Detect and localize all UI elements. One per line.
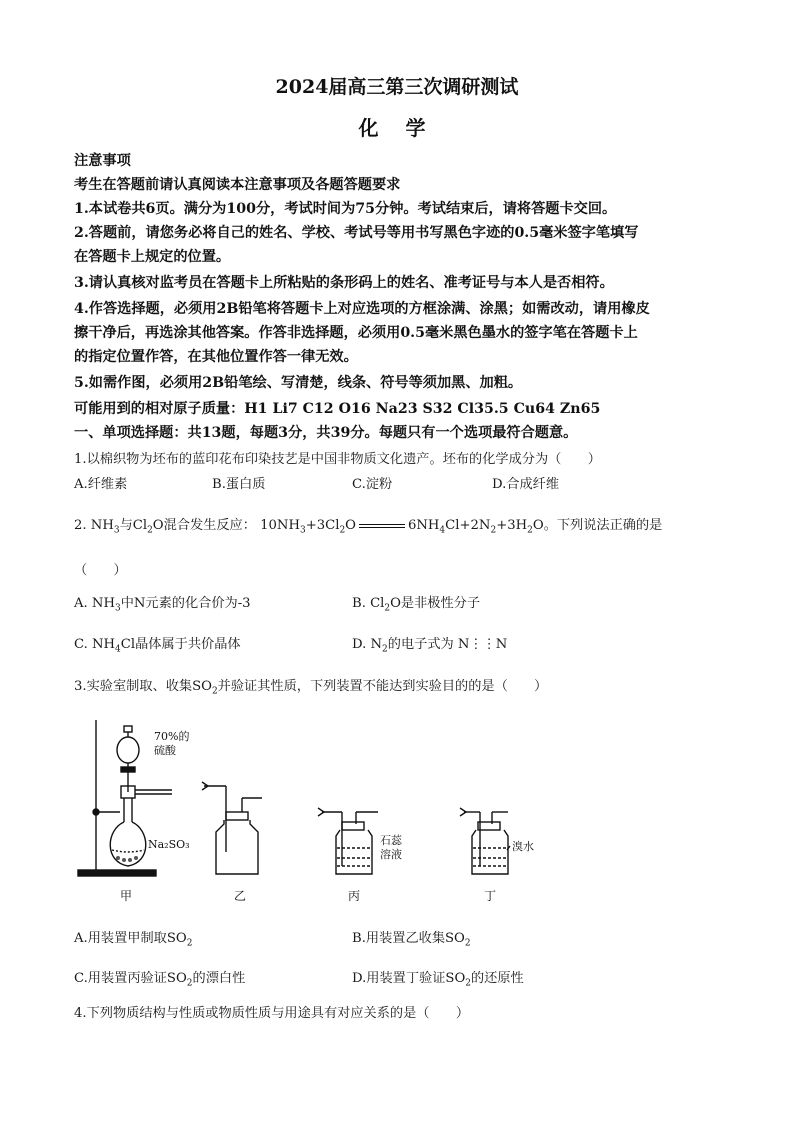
caption-jia: 甲 [120,889,133,903]
subject-title: 化 学 [358,116,436,140]
apparatus-yi [202,782,262,874]
litmus-label-line1: 石蕊 [380,834,402,847]
acid-label-line2: 硫酸 [154,744,176,757]
q2-option-c: C. $NH_4Cl$晶体属于共价晶体 [74,637,241,655]
q2-answer-paren: （ ） [74,563,127,578]
note-5: 5.如需作图，必须用2B铅笔绘、写清楚，线条、符号等须加黑、加粗。 [74,375,523,391]
q2-option-a: A. $NH_3$中N元素的化合价为-3 [74,596,251,614]
q3-option-b: B.用装置乙收集$SO_2$ [352,931,471,949]
q1-option-d: D.合成纤维 [492,477,560,492]
q2-option-d: D. $N_2$的电子式为 N⋮⋮N [352,637,508,655]
note-2a: 2.答题前，请您务必将自己的姓名、学校、考试号等用书写黑色字迹的0.5毫米签字笔填写 [74,225,639,241]
q1-option-c: C.淀粉 [352,477,393,492]
q3-option-d: D.用装置丁验证$SO_2$的还原性 [352,971,524,989]
q1-option-a: A.纤维素 [74,477,128,492]
section-1-heading: 一、单项选择题：共13题，每题3分，共39分。每题只有一个选项最符合题意。 [74,425,578,441]
q1-option-b: B.蛋白质 [212,477,266,492]
note-4a: 4.作答选择题，必须用2B铅笔将答题卡上对应选项的方框涂满、涂黑；如需改动，请用橡皮 [74,301,650,317]
q2-equation: $10NH_3+3Cl_2O$ $6NH_4Cl+2N_2+3H_2O$ [260,518,544,536]
note-4b: 擦干净后，再选涂其他答案。作答非选择题，必须用0.5毫米黑色墨水的签字笔在答题卡上 [74,325,638,341]
q3-option-c: C.用装置丙验证$SO_2$的漂白性 [74,971,246,989]
acid-label-line1: 70%的 [154,730,190,743]
q3-stem: 3.实验室制取、收集$SO_2$并验证其性质，下列装置不能达到实验目的的是（ ） [74,679,548,697]
q4-stem: 4.下列物质结构与性质或物质性质与用途具有对应关系的是（ ） [74,1006,470,1021]
equation-equals-sign [359,524,405,528]
bromine-label: 溴水 [512,840,534,853]
q2-option-b: B. $Cl_2O$是非极性分子 [352,596,481,614]
apparatus-bing [318,808,378,874]
q1-stem: 1.以棉织物为坯布的蓝印花布印染技艺是中国非物质文化遗产。坯布的化学成分为（ ） [74,452,601,467]
exam-title: 2024届高三第三次调研测试 [275,76,519,98]
apparatus-ding [460,808,510,874]
q3-apparatus-figure [66,712,536,908]
q3-option-a: A.用装置甲制取$SO_2$ [74,931,193,949]
caption-ding: 丁 [484,889,497,903]
note-3: 3.请认真核对监考员在答题卡上所粘贴的条形码上的姓名、准考证号与本人是否相符。 [74,275,614,291]
caption-yi: 乙 [234,889,247,903]
atomic-masses: 可能用到的相对原子质量：H1 Li7 C12 O16 Na23 S32 Cl35.5 Cu64 Zn65 [74,401,601,417]
salt-label: Na₂SO₃ [148,838,190,851]
litmus-label-line2: 溶液 [380,848,402,861]
q2-stem: 2. $NH_3$与$Cl_2O$混合发生反应： $10NH_3+3Cl_2O$ $6NH_4Cl+2N_2+3H_2O$。下列说法正确的是 [74,518,663,536]
notes-intro: 考生在答题前请认真阅读本注意事项及各题答题要求 [74,177,401,193]
notes-heading: 注意事项 [74,153,131,169]
caption-bing: 丙 [348,889,361,903]
note-2b: 在答题卡上规定的位置。 [74,249,231,265]
note-4c: 的指定位置作答，在其他位置作答一律无效。 [74,349,358,365]
note-1: 1.本试卷共6页。满分为100分，考试时间为75分钟。考试结束后，请将答题卡交回。 [74,201,617,217]
